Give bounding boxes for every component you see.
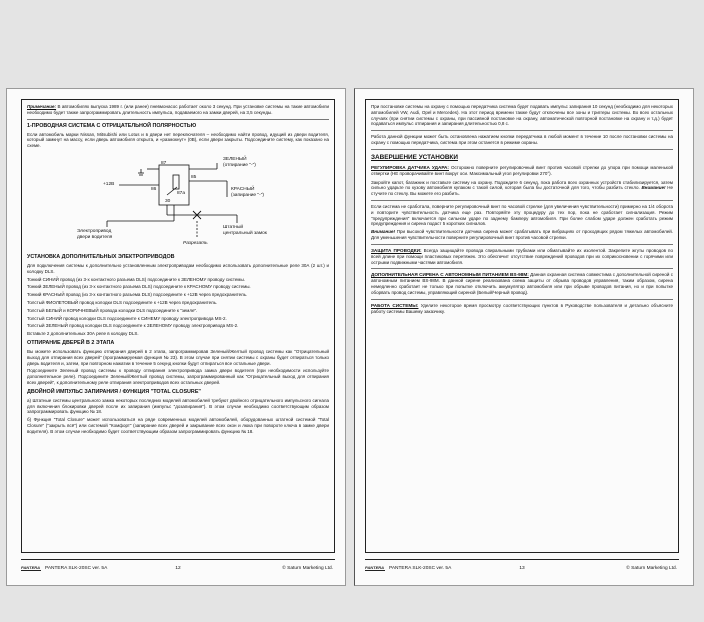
list-item: Толстый ФИОЛЕТОВЫЙ провод колодки DLS подсоедините к +12В через предохранитель. — [27, 299, 218, 305]
section-text-single-wire: Если автомобиль марки Nissan, Mitsubishi или Lotus и в двери нет переключателя – необходимо найти провод, идущий из двери водителя, который замкнут на массу, если дверь автомобиля открыта, и «размокнут» (0В), если двери закрыты. Подсоедините систему, как показано на схеме. — [27, 131, 329, 149]
green-wire-label: ЗЕЛЕНЫЙ — [223, 156, 247, 162]
page-footer — [365, 559, 679, 577]
red-wire-sub: (запирание "-") — [231, 192, 265, 198]
divider — [371, 149, 673, 150]
double-pulse-text-b: б) Функция "Total Closure" может использоваться на ряде современных моделей автомобилей, оборудованных штатной системой "Total Closure" ("закрыть всё") или системой "Комфорт" (запирание всех дверей и закрывание всех окон и люка при повороте ключа в замке двери водителя). В этом случае необходимо будет соответствующим образом запрограммировать функцию № 18. — [27, 417, 329, 434]
siren-para — [371, 272, 673, 295]
shock-sensor-text-2: Закройте капот, багажник и поставьте систему на охрану. Подождите 6 секунд, пока работа всех охранных устройств стабилизируется, затем сильно ударьте по кузову автомобиля кулаком с такой силой, которая была бы достаточной для того, чтобы разбить стекло. — [371, 179, 673, 191]
section-heading-two-step: ОТПИРАНИЕ ДВЕРЕЙ В 2 ЭТАПА — [27, 339, 115, 346]
pin-86-label: 86 — [151, 186, 157, 192]
attention-label: Внимание! — [641, 185, 666, 191]
list-item: Тонкий СИНИЙ провод (из 3-х контактного разъема DLS) подсоедините к ЗЕЛЕНОМУ проводу системы. — [27, 276, 245, 282]
note-lead: Примечание: — [27, 104, 57, 109]
brand-logo: PANTERA — [365, 563, 387, 572]
list-item: Тонкий ЗЕЛЕНЫЙ провод (из 3-х контактного разъема DLS) подсоедините к КРАСНОМУ проводу системы. — [27, 284, 251, 290]
divider — [371, 200, 673, 201]
pin-85-label: 85 — [191, 174, 197, 180]
shock-sensor-heading: РЕГУЛИРОВКА ДАТЧИКА УДАРА: — [371, 164, 449, 170]
manual-page-13 — [354, 88, 694, 586]
note-paragraph — [27, 104, 329, 116]
shock-sensor-para-4 — [371, 229, 673, 241]
actuator-label-2: двери водителя — [77, 234, 113, 240]
list-item: Толстый СИНИЙ провод колодки DLS подсоедините к СИНЕМУ проводу электропривода MS-2. — [27, 315, 227, 321]
cut-label: Разрезать — [183, 240, 208, 246]
intro-text-1: При постановке системы на охрану с помощью передатчика система будет подавать импульс запирания 10 секунд (необходимо для некоторых автомобилей VW, Audi, Opel и Mercedes). На этот период времени также будут отключены все зоны и триггеры системы. Во всех остальных случаях (при снятии системы с охраны, при пассивной постановке на охрану, автоматической повторной постановке на охрану и т.д.) будет подаваться импульс отпирания и запирания длительностью 0,8 с. — [371, 104, 673, 127]
pin-87-label: 87 — [161, 160, 167, 166]
shock-sensor-para-1 — [371, 165, 673, 177]
divider — [371, 268, 673, 269]
pin-87a-label: 87a — [177, 190, 186, 196]
page-content-frame — [21, 99, 335, 553]
double-pulse-text-a: а) Штатные системы центрального замка некоторых последних моделей автомобилей требуют двойного отрицательного импульсного сигнала для включения блокировки дверей после их запирания (импульс "дозапирания"). В этом случае необходимо соответствующим образом запрограммировать функцию № 18. — [27, 397, 329, 415]
shock-sensor-text-4: При высокой чувствительности датчика сирена может срабатывать при вибрациях от проходящих рядом тяжелых автомобилей. Для уменьшения чувствительности поверните регулировочный винт против часовой стрелки. — [371, 229, 673, 240]
green-wire-sub: (отпирание "-") — [223, 162, 256, 168]
footer-model: PANTERA SLK-20SC ver. 5A — [45, 566, 108, 571]
siren-text: Данная охранная система совместима с дополнительной сиреной с автономным питанием BS-98M. В данной сирене реализована схема защиты от обрыва проводов управления, таким образом, сирена немедленно сработает не только при попытке отключить аккумулятор автомобиля или при обрыве проводов питания, но и при попытке оборвать провод системы, управляющий сиреной (Белый/Черный провод). — [371, 272, 673, 295]
page-number: 13 — [519, 566, 525, 571]
section-heading-double-pulse: ДВОЙНОЙ ИМПУЛЬС ЗАПИРАНИЯ / ФУНКЦИЯ "TOTAL CLOSURE" — [27, 388, 201, 395]
plus-12v-label: +12В — [103, 181, 115, 187]
footer-copyright: © Saturn Marketing Ltd. — [282, 566, 333, 571]
two-step-text-1: Вы можете использовать функцию отпирания дверей в 2 этапа, запрограммировав Зеленый/Желтый провод системы как "Отрицательный выход для отпирания всех дверей" (программируемая функция № 23). В этом случае при снятии системы с охраны будет отпираться только дверь водителя и, затем, при повторном нажатии в течение 5 секунд кнопки будут отпираться все остальные двери. — [27, 348, 329, 366]
wiring-protection-text: Всегда защищайте провода спиральными трубками или обматывайте их изолентой. Закрепите жгуты проводов по всей длине при помощи пластиковых перетяжек. Это обеспечит отсутствие повреждений проводов при их соприкосновении с горячими или острыми подвижными частями автомобиля. — [371, 247, 673, 265]
actuator-label-1: Электропривод — [77, 228, 112, 234]
divider — [371, 244, 673, 245]
relay-switch — [167, 187, 177, 195]
list-item: Толстый БЕЛЫЙ и КОРИЧНЕВЫЙ провода колодки DLS подсоедините к "земле". — [27, 307, 198, 313]
footer-copyright: © Saturn Marketing Ltd. — [626, 566, 677, 571]
relay-coil — [173, 175, 179, 189]
two-step-text-2: Подсоедините Зеленый провод системы к проводу отпирания электропривода замка двери водителя (при необходимости используйте дополнительное реле). Подсоедините Зеленый/Желтый провод системы, запрограммированный как "Отрицательный выход для отпирания всех дверей", к дополнительному реле отпирания электроприводов всех остальных дверей. — [27, 368, 329, 385]
page-content-frame — [365, 99, 679, 553]
shock-sensor-text-3: Если система не сработала, поверните регулировочный винт по часовой стрелке (для увеличения чувствительности) примерно на 1/4 оборота и повторите чувствительность датчика еще раз. Повторяйте эту процедуру до тех пор, пока не сработает сигнализация. Режим "предупреждения" включается при сильном ударе по заднему бамперу автомобиля. При более слабом ударе должен сработать режим предупреждения и сирена подаст 5 коротких сигналов. — [371, 203, 673, 227]
relay-box — [159, 165, 189, 205]
manual-page-12 — [6, 88, 346, 586]
brand-logo: PANTERA — [21, 563, 43, 572]
system-operation-heading: РАБОТА СИСТЕМЫ: — [371, 302, 419, 308]
list-item: Вставьте 2 дополнительных 30А реле в колодку DLS. — [27, 331, 139, 337]
relay-schematic — [27, 151, 335, 251]
section-heading-extra-actuators: УСТАНОВКА ДОПОЛНИТЕЛЬНЫХ ЭЛЕКТРОПРИВОДОВ — [27, 253, 175, 260]
divider — [371, 130, 673, 131]
note-text: В автомобилях выпуска 1989 г. (или ранее) пневмонасос работает около 3 секунд. При установке системы на такие автомобили необходимо будет также запрограммировать длительность импульса, подаваемого на замки дверей, на 3,5 секунды. — [27, 104, 329, 115]
shock-sensor-text-1: Осторожно поверните регулировочный винт против часовой стрелки до упора при помощи маленькой отвертки (НЕ проворачивайте винт вокруг оси. Максимальный угол регулировки 270°). — [371, 164, 673, 176]
wiring-protection-para — [371, 248, 673, 266]
footer-model: PANTERA SLK-20SC ver. 5A — [389, 566, 452, 571]
lock-label-2: центральный замок — [223, 230, 267, 236]
wiring-protection-heading: ЗАЩИТА ПРОВОДКИ: — [371, 247, 422, 253]
system-operation-para — [371, 303, 673, 315]
siren-heading: ДОПОЛНИТЕЛЬНАЯ СИРЕНА С АВТОНОМНЫМ ПИТАНИЕМ BS-98M: — [371, 272, 529, 278]
divider — [371, 299, 673, 300]
shock-sensor-text-2-tail: Не стучите по стеклу. Вы можете его разбить. — [371, 185, 673, 197]
section-heading-finish: ЗАВЕРШЕНИЕ УСТАНОВКИ — [371, 153, 458, 161]
red-wire-label: КРАСНЫЙ — [231, 186, 255, 192]
extra-actuators-intro: Для подключения системы к дополнительно установленным электроприводам необходимо использовать дополнительные реле 30А (2 шт.) и колодку DLS. — [27, 262, 329, 274]
pin-30-label: 30 — [165, 198, 171, 204]
shock-sensor-para-2 — [371, 180, 673, 197]
list-item: Тонкий КРАСНЫЙ провод (из 3-х контактного разъема DLS) подсоедините к +12В через предохранитель. — [27, 292, 248, 298]
list-item: Толстый ЗЕЛЕНЫЙ провод колодки DLS подсоедините к ЗЕЛЕНОМУ проводу электропривода MS-2. — [27, 323, 239, 329]
divider — [27, 119, 329, 120]
intro-text-2: Работа данной функции может быть остановлена нажатием кнопки передатчика в любой момент в течение 10 после постановки системы на охрану с помощью передатчика, система при этом останется в режиме охраны. — [371, 134, 673, 145]
attention-label: Внимание! — [371, 229, 396, 235]
page-number: 12 — [175, 566, 181, 571]
lock-label-1: Штатный — [223, 224, 244, 230]
page-footer — [21, 559, 335, 577]
ground-symbol — [138, 169, 144, 175]
wiring-diagram — [27, 151, 329, 251]
section-heading-single-wire: 1-ПРОВОДНАЯ СИСТЕМА С ОТРИЦАТЕЛЬНОЙ ПОЛЯРНОСТЬЮ — [27, 122, 197, 129]
system-operation-text: Уделите некоторое время просмотру соответствующих пунктов в Руководстве пользователя и детально объясните работу системы Вашему заказчику. — [371, 302, 674, 314]
